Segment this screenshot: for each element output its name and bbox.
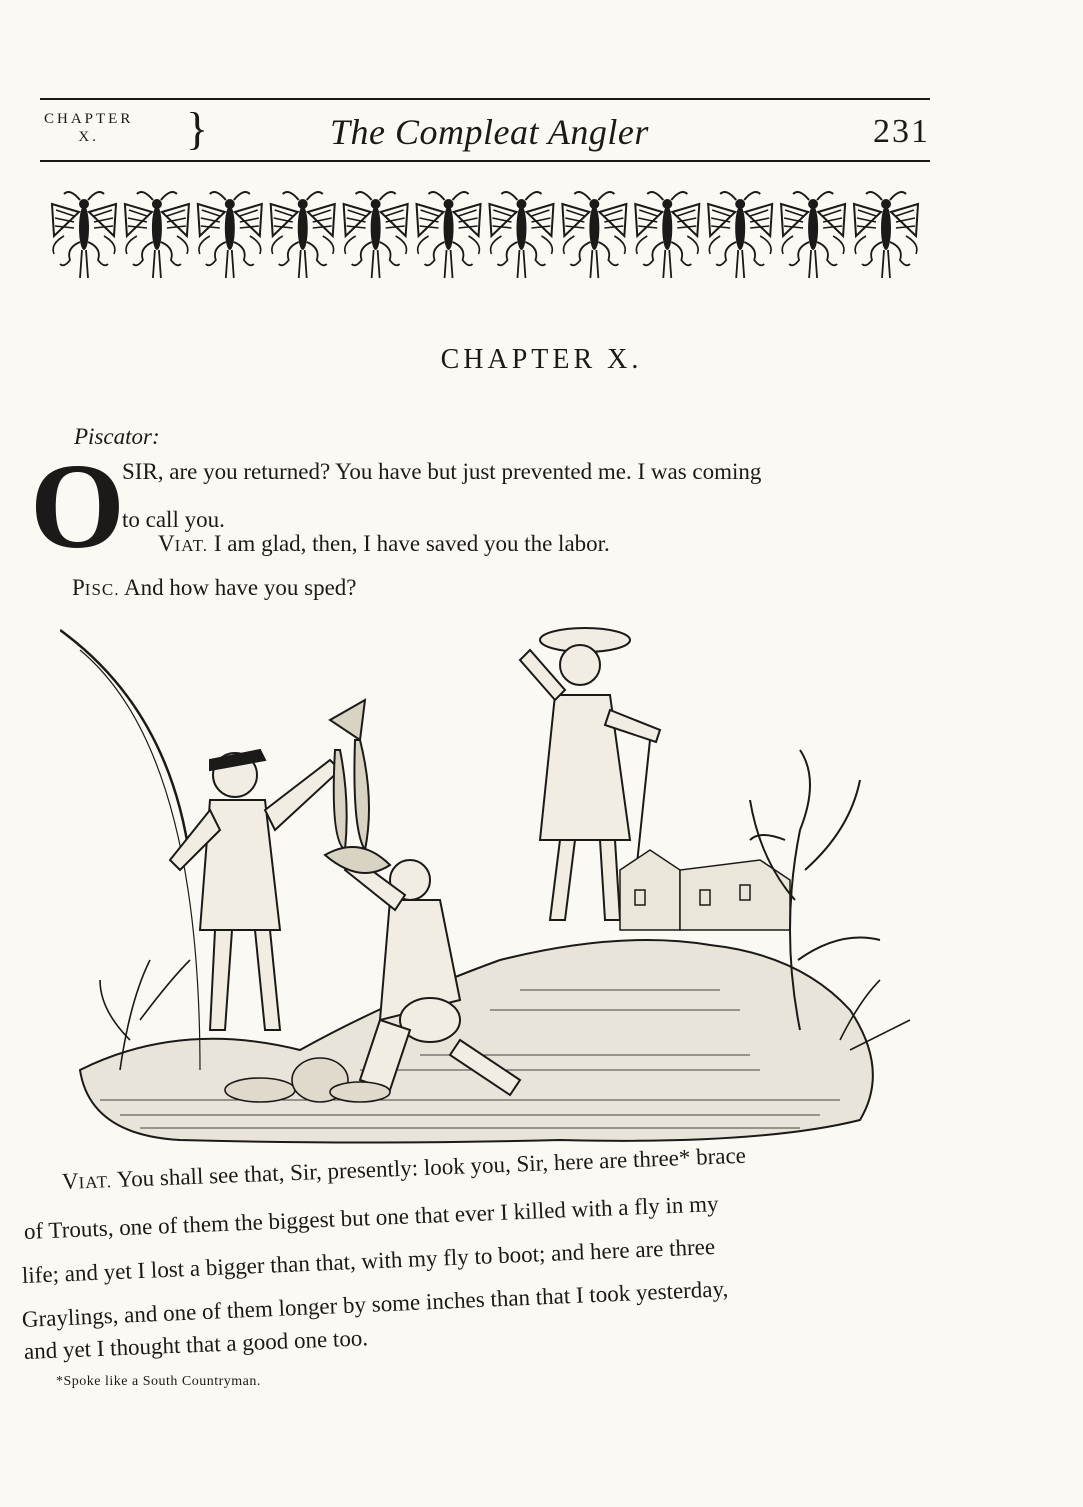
fly-ornament-icon <box>271 192 335 278</box>
running-head-chapter <box>44 110 133 146</box>
speaker-cap: V <box>61 1168 80 1194</box>
fly-ornament-icon <box>125 192 189 278</box>
speaker-rest: ISC. <box>84 580 120 599</box>
running-head-title: The Compleat Angler <box>330 112 649 152</box>
fly-ornament-icon <box>344 192 408 278</box>
reply-line-4: Graylings, and one of them longer by some inches than that I took yesterday, <box>21 1276 729 1332</box>
fly-ornament-icon <box>781 192 845 278</box>
fly-ornament-icon <box>708 192 772 278</box>
running-head-chapter-word: CHAPTER <box>44 111 134 127</box>
speaker-cap: V <box>158 531 175 556</box>
reply-line-2: of Trouts, one of them the biggest but one that ever I killed with a fly in my <box>23 1191 719 1244</box>
chapter-heading: CHAPTER X. <box>440 344 643 375</box>
fly-ornament-icon <box>198 192 262 278</box>
fly-ornament-icon <box>52 192 116 278</box>
speaker-rest: IAT. <box>174 536 209 555</box>
header-rule-bottom <box>40 160 930 162</box>
fly-ornament-icon <box>489 192 553 278</box>
opening-line-2: to call you. <box>122 507 225 532</box>
dialogue-line-viator <box>158 530 610 560</box>
brace-glyph: } <box>186 103 209 154</box>
fly-ornament-icon <box>854 192 918 278</box>
dialogue-text: I am glad, then, I have saved you the labor. <box>208 531 610 556</box>
page-number: 231 <box>873 113 930 150</box>
running-head-chapter-number: X. <box>78 129 99 145</box>
speaker-label: Piscator: <box>74 424 160 449</box>
reply-line-5: and yet I thought that a good one too. <box>23 1325 369 1364</box>
footnote: *Spoke like a South Countryman. <box>56 1374 261 1389</box>
fly-ornament-icon <box>417 192 481 278</box>
header-rule-top <box>40 98 930 100</box>
reply-text: You shall see that, Sir, presently: look you, Sir, here are three* brace <box>111 1142 747 1193</box>
speaker-cap: P <box>72 575 85 600</box>
woodcut-illustration <box>60 600 940 1160</box>
fly-ornament-icon <box>635 192 699 278</box>
fly-ornament-band <box>40 184 930 294</box>
opening-line-1: SIR, are you returned? You have but just prevented me. I was coming <box>122 459 762 484</box>
dialogue-text: And how have you sped? <box>119 575 357 600</box>
reply-line-3: life; and yet I lost a bigger than that, with my fly to boot; and here are three <box>21 1233 716 1288</box>
running-head <box>40 104 930 156</box>
fly-ornament-icon <box>562 192 626 278</box>
speaker-rest: IAT. <box>78 1172 113 1193</box>
drop-cap: O <box>30 439 125 574</box>
